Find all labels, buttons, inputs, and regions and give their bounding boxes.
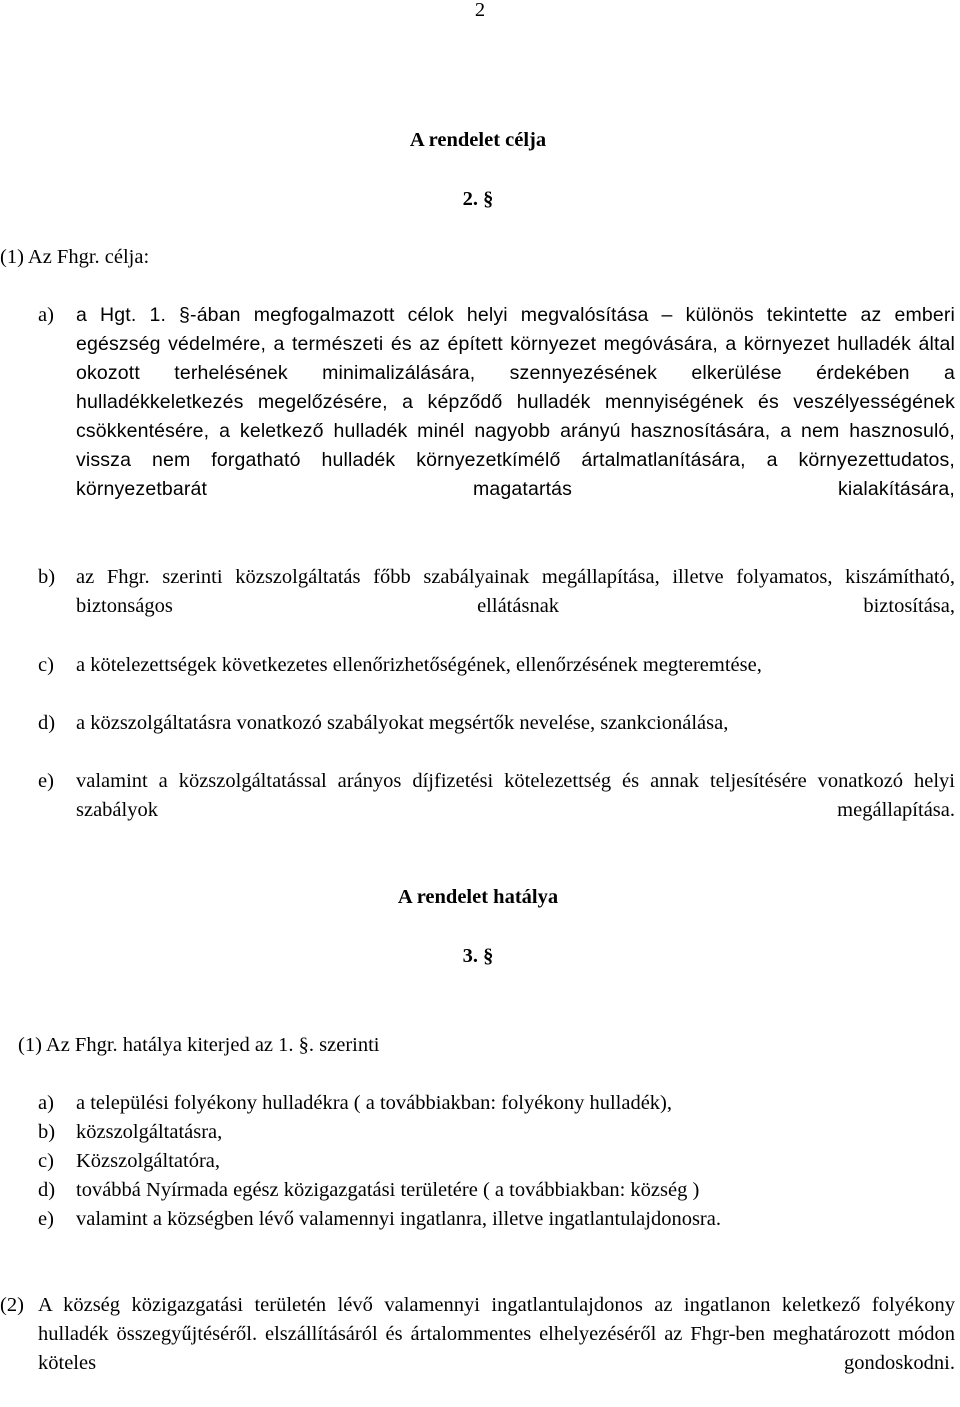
list-item-text: közszolgáltatásra, bbox=[76, 1121, 223, 1143]
list-item-text: a Hgt. 1. §-ában megfogalmazott célok helyi megvalósítása – különös tekintette az emberi egészség védelmére, a természeti és az épített környezet megóvására, a környezet hulladék által okozott terhelésének minimalizálására, szennyezésének elkerülése érdekében a hulladékkeletkezés megelőzésére, a képződő hulladék mennyiségének és veszélyességének csökkentésére, a keletkező hulladék minél nagyobb arányú hasznosítására, a nem hasznosuló, vissza nem forgatható hulladék környezetkímélő ártalmatlanítására, a környezettudatos, környezetbarát magatartás kialakítására, bbox=[76, 304, 955, 500]
section-2-number: 2. § bbox=[462, 188, 494, 210]
list-item bbox=[0, 563, 955, 650]
section-3-paragraph-2 bbox=[0, 1291, 955, 1407]
list-item-label: c) bbox=[38, 1150, 54, 1172]
list-item bbox=[0, 651, 955, 680]
list-item-label: a) bbox=[38, 304, 54, 326]
list-item bbox=[0, 1118, 955, 1147]
list-item bbox=[0, 1089, 955, 1118]
paragraph-text: A község közigazgatási területén lévő valamennyi ingatlantulajdonos az ingatlanon keletkező folyékony hulladék összegyűjtéséről. elszállításáról és ártalommentes elhelyezéséről az Fhgr-ben meghatározott módon köteles gondoskodni. bbox=[38, 1294, 955, 1374]
list-item-text: a települési folyékony hulladékra ( a továbbiakban: folyékony hulladék), bbox=[76, 1092, 673, 1114]
list-item bbox=[0, 709, 955, 738]
list-item-label: e) bbox=[38, 1208, 54, 1230]
list-item-label: b) bbox=[38, 566, 56, 588]
list-item-label: e) bbox=[38, 770, 54, 792]
page-number: 2 bbox=[474, 0, 486, 21]
list-item bbox=[0, 1147, 955, 1176]
list-item-label: b) bbox=[38, 1121, 56, 1143]
list-item-text: a kötelezettségek következetes ellenőrizhetőségének, ellenőrzésének megteremtése, bbox=[76, 654, 762, 676]
list-item-text: Közszolgáltatóra, bbox=[76, 1150, 221, 1172]
list-item-text: valamint a községben lévő valamennyi ingatlanra, illetve ingatlantulajdonosra. bbox=[76, 1208, 721, 1230]
list-item bbox=[0, 1176, 955, 1205]
list-item bbox=[0, 767, 955, 854]
section-3-heading: A rendelet hatálya bbox=[397, 886, 559, 908]
list-item bbox=[0, 1205, 955, 1234]
list-item-label: c) bbox=[38, 654, 54, 676]
section-2-paragraph-1-intro: (1) Az Fhgr. célja: bbox=[0, 246, 150, 268]
list-item-text: továbbá Nyírmada egész közigazgatási területére ( a továbbiakban: község ) bbox=[76, 1179, 700, 1201]
section-3-paragraph-1-intro: (1) Az Fhgr. hatálya kiterjed az 1. §. szerinti bbox=[18, 1034, 380, 1056]
list-item-label: d) bbox=[38, 712, 56, 734]
list-item-label: a) bbox=[38, 1092, 54, 1114]
list-item-text: a közszolgáltatásra vonatkozó szabályokat megsértők nevelése, szankcionálása, bbox=[76, 712, 729, 734]
list-item-text: valamint a közszolgáltatással arányos díjfizetési kötelezettség és annak teljesítésére vonatkozó helyi szabályok megállapítása. bbox=[76, 770, 955, 821]
paragraph-label: (2) bbox=[0, 1294, 24, 1316]
section-3-number: 3. § bbox=[462, 945, 494, 967]
list-item-label: d) bbox=[38, 1179, 56, 1201]
list-item bbox=[0, 301, 955, 533]
list-item-text: az Fhgr. szerinti közszolgáltatás főbb szabályainak megállapítása, illetve folyamatos, kiszámítható, biztonságos ellátásnak biztosítása, bbox=[76, 566, 955, 617]
section-2-heading: A rendelet célja bbox=[409, 129, 547, 151]
